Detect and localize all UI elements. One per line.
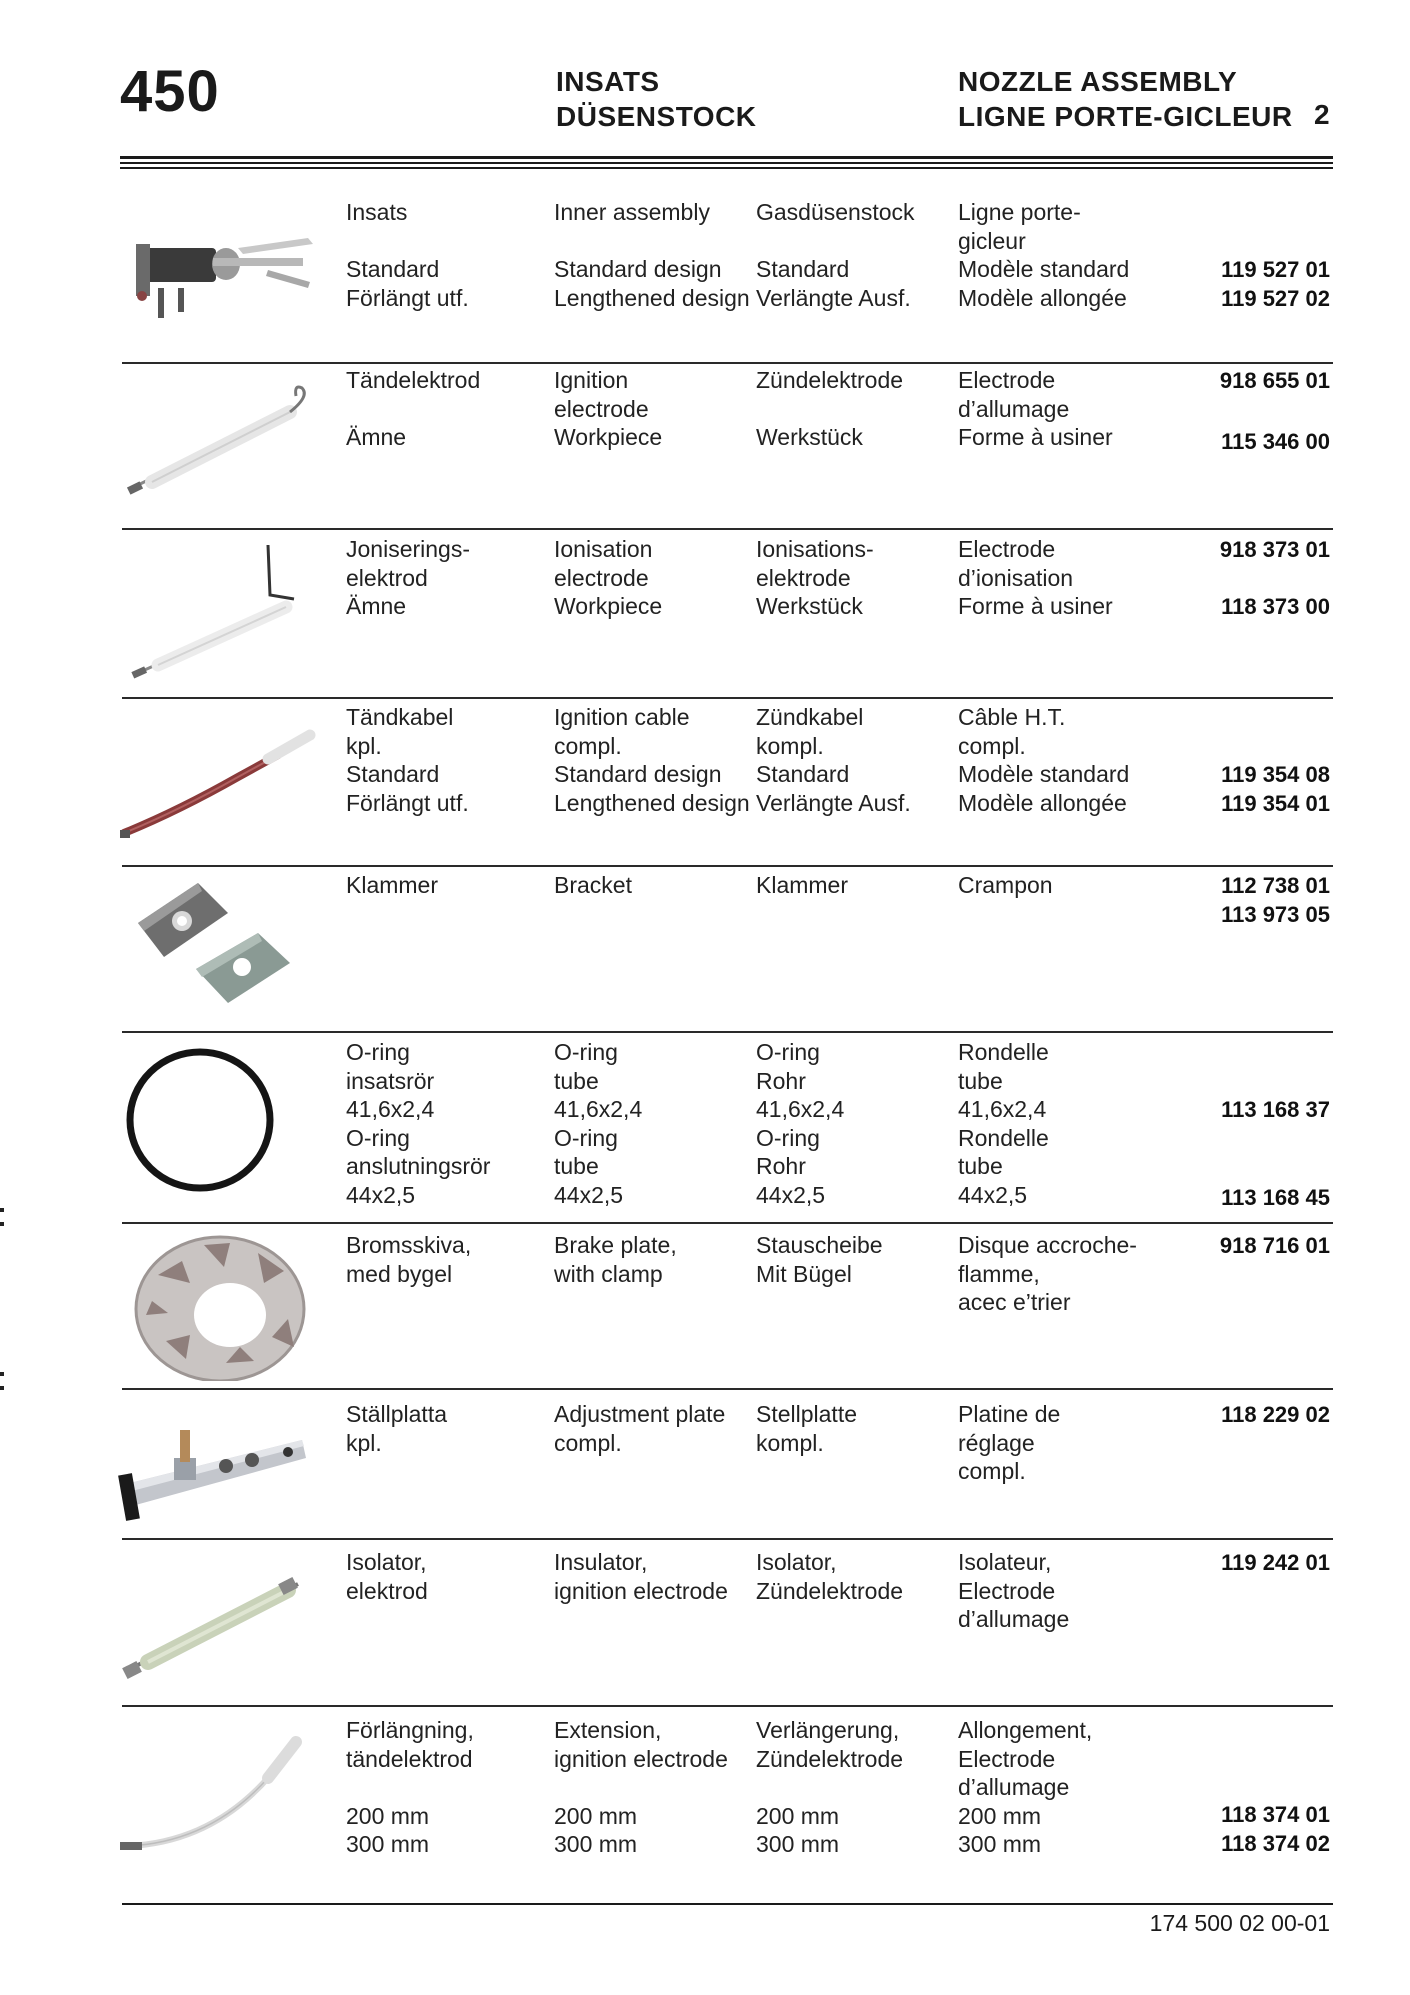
desc-swedish: Ställplatta kpl. bbox=[346, 1401, 448, 1456]
desc-english: Extension, ignition electrode 200 mm 300 mm bbox=[554, 1717, 728, 1857]
section-title-german: DÜSENSTOCK bbox=[556, 101, 757, 132]
section-title-english: NOZZLE ASSEMBLY bbox=[958, 66, 1238, 97]
part-number: 115 346 00 bbox=[1221, 429, 1330, 454]
row-divider bbox=[122, 697, 1333, 699]
desc-german: Stellplatte kompl. bbox=[756, 1401, 858, 1456]
desc-english: Ionisation electrode Workpiece bbox=[554, 536, 663, 619]
desc-swedish: Klammer bbox=[346, 872, 439, 898]
desc-swedish: Förlängning, tändelektrod 200 mm 300 mm bbox=[346, 1717, 474, 1857]
desc-german: Klammer bbox=[756, 872, 849, 898]
row-divider bbox=[122, 1222, 1333, 1224]
desc-french: Allongement, Electrode d’allumage 200 mm 300 mm bbox=[958, 1717, 1093, 1857]
part-number: 119 354 08 bbox=[1221, 762, 1330, 787]
part-number: 918 655 01 bbox=[1219, 368, 1330, 393]
o-ring-icon bbox=[118, 1044, 318, 1194]
desc-french: Electrode d’ionisation Forme à usiner bbox=[958, 536, 1113, 619]
desc-german: Stauscheibe Mit Bügel bbox=[756, 1232, 883, 1287]
desc-swedish: Isolator, elektrod bbox=[346, 1549, 428, 1604]
desc-german: Isolator, Zündelektrode bbox=[756, 1549, 904, 1604]
desc-french: Rondelle tube 41,6x2,4 Rondelle tube 44x2,5 bbox=[958, 1039, 1049, 1208]
desc-english: Inner assembly Standard design Lengthened design bbox=[554, 199, 750, 311]
desc-french: Ligne porte- gicleur Modèle standard Modèle allongée bbox=[958, 199, 1130, 311]
row-divider bbox=[122, 1705, 1333, 1707]
bracket-icon bbox=[118, 871, 318, 1021]
desc-french: Electrode d’allumage Forme à usiner bbox=[958, 367, 1113, 450]
footer-rule bbox=[122, 1903, 1333, 1905]
desc-english: O-ring tube 41,6x2,4 O-ring tube 44x2,5 bbox=[554, 1039, 643, 1208]
ignition-cable-icon bbox=[118, 703, 318, 853]
desc-french: Platine de réglage compl. bbox=[958, 1401, 1061, 1484]
part-number: 118 374 02 bbox=[1221, 1831, 1330, 1856]
nozzle-assembly-icon bbox=[118, 218, 318, 368]
section-title-french: LIGNE PORTE-GICLEUR bbox=[958, 101, 1293, 132]
part-number: 112 738 01 bbox=[1221, 873, 1330, 898]
part-number: 113 973 05 bbox=[1221, 901, 1330, 927]
section-title-local bbox=[556, 64, 757, 134]
part-number: 119 242 01 bbox=[1221, 1550, 1330, 1575]
desc-german: Ionisations- elektrode Werkstück bbox=[756, 536, 874, 619]
desc-english: Brake plate, with clamp bbox=[554, 1232, 677, 1287]
desc-german: Gasdüsenstock Standard Verlängte Ausf. bbox=[756, 199, 915, 311]
row-divider bbox=[122, 1031, 1333, 1033]
part-number: 118 373 00 bbox=[1221, 594, 1330, 619]
margin-mark bbox=[0, 1372, 4, 1376]
part-number: 118 229 02 bbox=[1221, 1402, 1330, 1427]
desc-swedish: Joniserings- elektrod Ämne bbox=[346, 536, 470, 619]
ionisation-electrode-icon bbox=[118, 535, 318, 685]
desc-english: Ignition electrode Workpiece bbox=[554, 367, 663, 450]
row-divider bbox=[122, 528, 1333, 530]
desc-german: Zündkabel kompl. Standard Verlängte Ausf. bbox=[756, 704, 911, 816]
margin-mark bbox=[0, 1222, 4, 1226]
part-number: 918 716 01 bbox=[1219, 1233, 1330, 1258]
desc-french: Crampon bbox=[958, 872, 1053, 898]
desc-swedish: Bromsskiva, med bygel bbox=[346, 1232, 472, 1287]
desc-french: Câble H.T. compl. Modèle standard Modèle allongée bbox=[958, 704, 1130, 816]
part-number: 119 527 01 bbox=[1221, 257, 1330, 282]
margin-mark bbox=[0, 1208, 4, 1212]
part-number: 119 354 01 bbox=[1221, 790, 1330, 816]
ignition-electrode-icon bbox=[118, 366, 318, 516]
insulator-icon bbox=[118, 1548, 318, 1698]
desc-swedish: Tändkabel kpl. Standard Förlängt utf. bbox=[346, 704, 469, 816]
section-title-foreign bbox=[958, 64, 1293, 134]
document-number: 174 500 02 00-01 bbox=[1149, 1910, 1330, 1936]
desc-english: Adjustment plate compl. bbox=[554, 1401, 726, 1456]
part-number: 113 168 37 bbox=[1221, 1097, 1330, 1122]
desc-english: Bracket bbox=[554, 872, 632, 898]
desc-swedish: O-ring insatsrör 41,6x2,4 O-ring anslutningsrör 44x2,5 bbox=[346, 1039, 491, 1208]
row-divider bbox=[122, 1388, 1333, 1390]
desc-swedish: Insats Standard Förlängt utf. bbox=[346, 199, 469, 311]
adjustment-plate-icon bbox=[118, 1400, 318, 1550]
part-number: 918 373 01 bbox=[1219, 537, 1330, 562]
header-rule-mid bbox=[120, 162, 1333, 164]
desc-german: Zündelektrode Werkstück bbox=[756, 367, 904, 450]
section-number: 2 bbox=[1314, 99, 1330, 130]
page-number: 450 bbox=[120, 59, 220, 124]
desc-swedish: Tändelektrod Ämne bbox=[346, 367, 481, 450]
row-divider bbox=[122, 865, 1333, 867]
section-title-swedish: INSATS bbox=[556, 66, 660, 97]
extension-cable-icon bbox=[118, 1726, 318, 1876]
part-number: 118 374 01 bbox=[1221, 1802, 1330, 1827]
desc-english: Ignition cable compl. Standard design Lengthened design bbox=[554, 704, 750, 816]
desc-english: Insulator, ignition electrode bbox=[554, 1549, 728, 1604]
header-rule-thick bbox=[120, 156, 1333, 159]
header-rule-thin bbox=[120, 167, 1333, 169]
desc-french: Isolateur, Electrode d’allumage bbox=[958, 1549, 1070, 1632]
desc-german: Verlängerung, Zündelektrode 200 mm 300 mm bbox=[756, 1717, 904, 1857]
margin-mark bbox=[0, 1386, 4, 1390]
part-number: 119 527 02 bbox=[1221, 285, 1330, 311]
desc-german: O-ring Rohr 41,6x2,4 O-ring Rohr 44x2,5 bbox=[756, 1039, 845, 1208]
part-number: 113 168 45 bbox=[1221, 1185, 1330, 1210]
desc-french: Disque accroche- flamme, acec e’trier bbox=[958, 1232, 1137, 1315]
brake-plate-icon bbox=[118, 1231, 318, 1381]
